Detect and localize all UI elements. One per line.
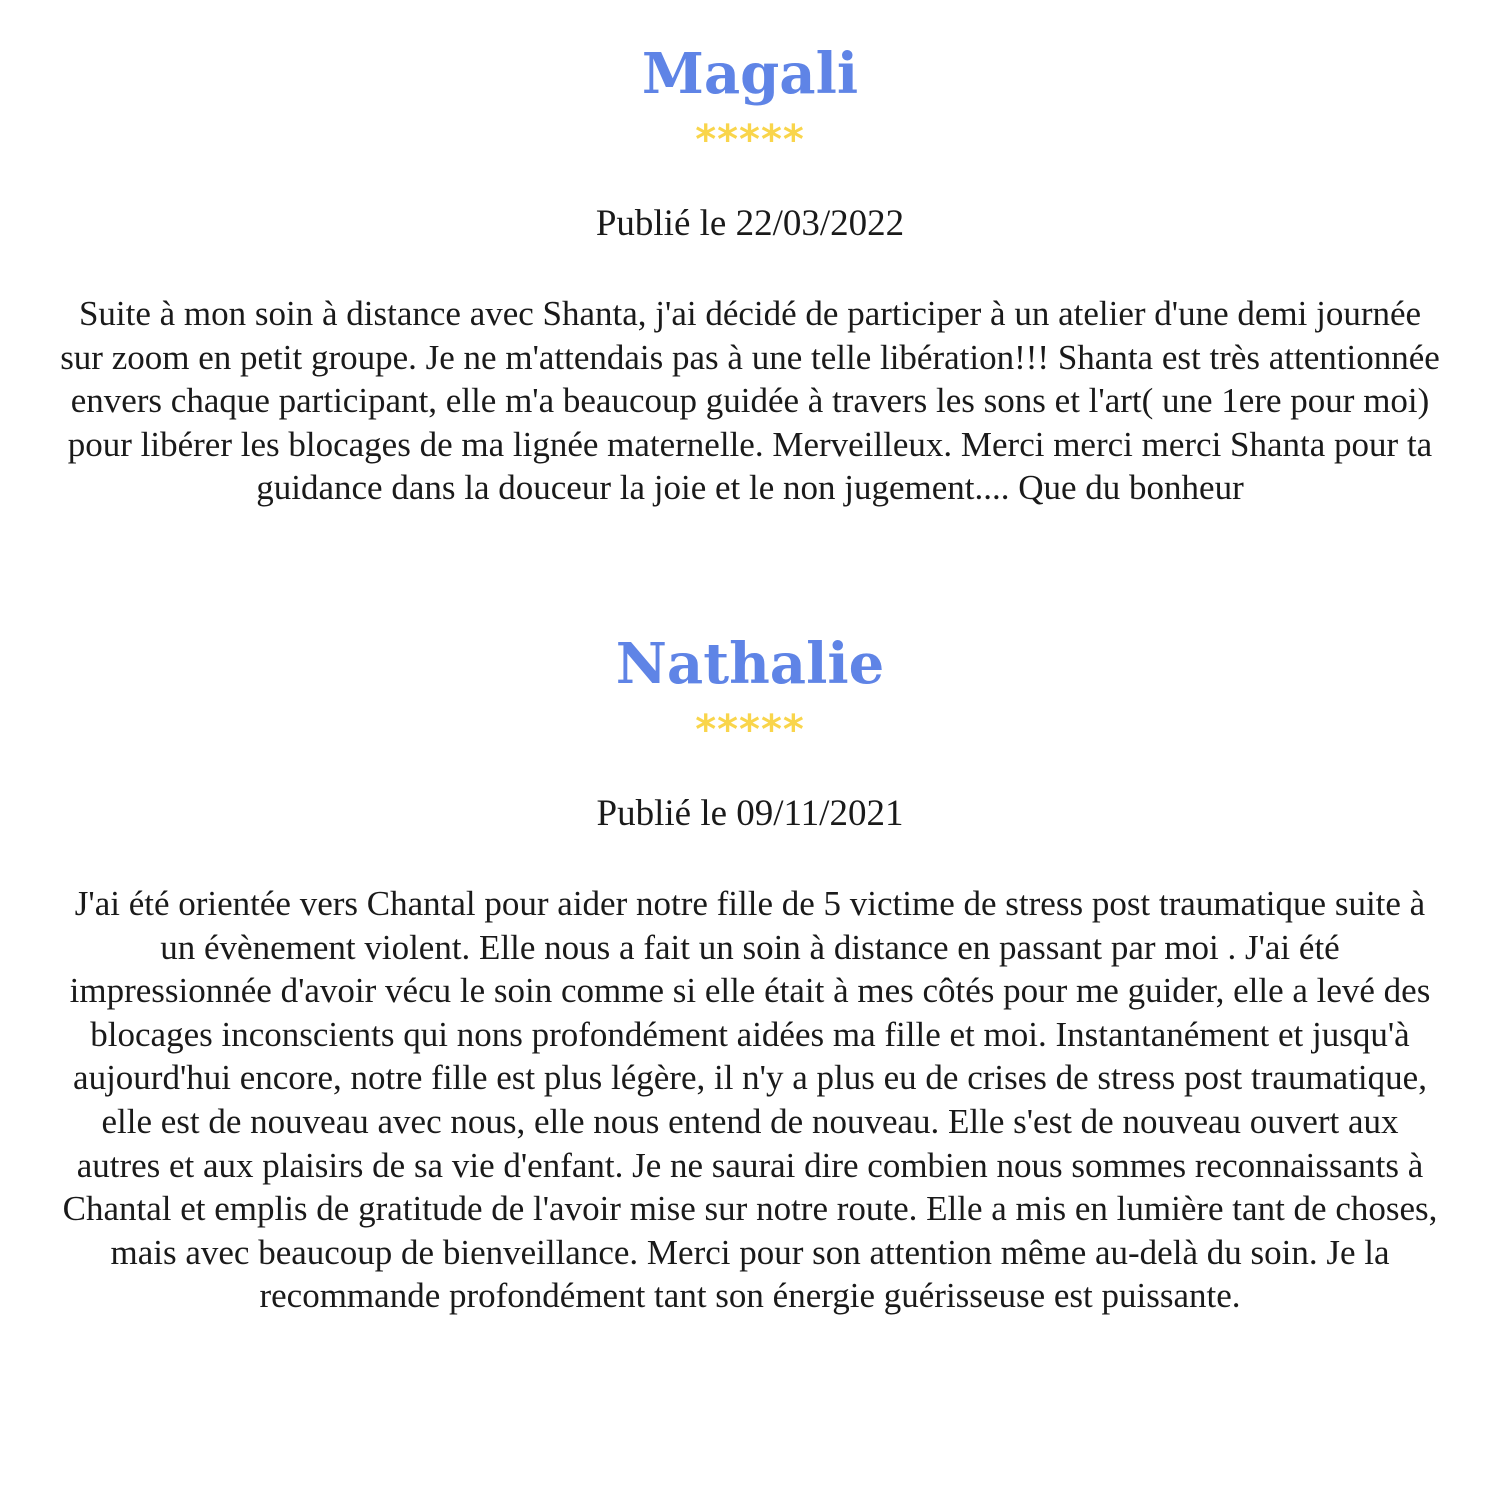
star-rating: *****	[695, 117, 805, 163]
review-text: Suite à mon soin à distance avec Shanta, j'ai décidé de participer à un atelier d'une demi journée sur zoom en petit groupe. Je ne m'attendais pas à une telle libération!!! Shanta est très attentionnée envers chaque participant, elle m'a beaucoup guidée à travers les sons et l'art( une 1ere pour moi) pour libérer les blocages de ma lignée maternelle. Merveilleux. Merci merci merci Shanta pour ta guidance dans la douceur la joie et le non jugement.... Que du bonheur	[60, 294, 1440, 508]
review-date: Publié le 09/11/2021	[596, 793, 904, 834]
star-rating: *****	[695, 707, 805, 753]
review-date: Publié le 22/03/2022	[595, 203, 905, 244]
review-card	[0, 628, 1500, 1318]
review-text: J'ai été orientée vers Chantal pour aider notre fille de 5 victime de stress post traumatique suite à un évènement violent. Elle nous a fait un soin à distance en passant par moi . J'ai été impressionnée d'avoir vécu le soin comme si elle était à mes côtés pour me guider, elle a levé des blocages inconscients qui nons profondément aidées ma fille et moi. Instantanément et jusqu'à aujourd'hui encore, notre fille est plus légère, il n'y a plus eu de crises de stress post traumatique, elle est de nouveau avec nous, elle nous entend de nouveau. Elle s'est de nouveau ouvert aux autres et aux plaisirs de sa vie d'enfant. Je ne saurai dire combien nous sommes reconnaissants à Chantal et emplis de gratitude de l'avoir mise sur notre route. Elle a mis en lumière tant de choses, mais avec beaucoup de bienveillance. Merci pour son attention même au-delà du soin. Je la recommande profondément tant son énergie guérisseuse est puissante.	[62, 884, 1438, 1316]
review-card	[0, 38, 1500, 510]
reviewer-name: Magali	[641, 41, 859, 107]
reviewer-name: Nathalie	[615, 631, 885, 697]
